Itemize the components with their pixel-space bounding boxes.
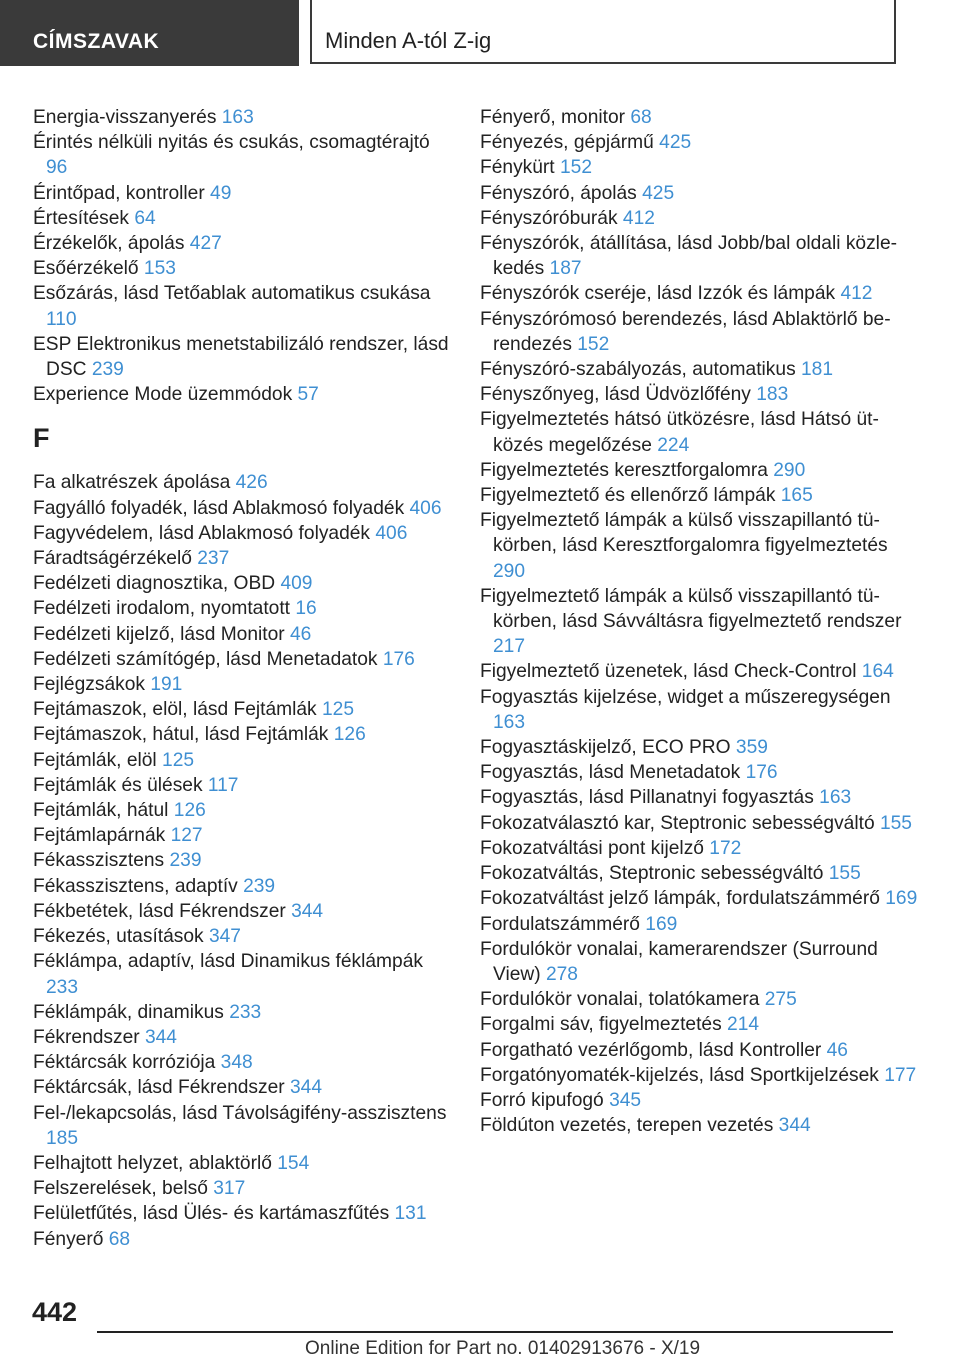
index-term: Fényszórók, átállítása, lásd Jobb/bal oldali közlekedés xyxy=(480,233,898,280)
page-link[interactable]: 110 xyxy=(46,308,77,330)
index-term: Fejtámaszok, hátul, lásd Fejtámlák xyxy=(33,724,334,746)
page-link[interactable]: 64 xyxy=(134,207,156,229)
footer-edition: Online Edition for Part no. 01402913676 - X/19 xyxy=(305,1338,701,1359)
page-link[interactable]: 348 xyxy=(220,1052,253,1074)
page-link[interactable]: 214 xyxy=(727,1014,760,1036)
index-entry xyxy=(480,659,920,684)
page-link[interactable]: 16 xyxy=(295,598,317,620)
index-column-left xyxy=(33,105,453,1252)
index-term: Forgatónyomaték-kijelzés, lásd Sportkijelzések xyxy=(480,1064,885,1086)
page-link[interactable]: 155 xyxy=(879,812,912,834)
index-entry xyxy=(480,281,920,306)
page-link[interactable]: 347 xyxy=(208,926,241,948)
page-link[interactable]: 125 xyxy=(162,749,195,771)
index-entry xyxy=(33,748,453,773)
index-entry xyxy=(480,987,920,1012)
page-link[interactable]: 177 xyxy=(884,1064,917,1086)
index-term: Esőérzékelő xyxy=(33,258,144,280)
page-link[interactable]: 409 xyxy=(280,573,313,595)
index-term: Fokozatváltási pont kijelző xyxy=(480,837,710,859)
index-term: Figyelmeztetés keresztforgalomra xyxy=(480,459,774,481)
index-entry xyxy=(480,937,920,987)
page-link[interactable]: 131 xyxy=(394,1203,427,1225)
page-link[interactable]: 275 xyxy=(764,989,797,1011)
page-link[interactable]: 239 xyxy=(169,850,202,872)
index-term: Felszerelések, belső xyxy=(33,1178,214,1200)
page-link[interactable]: 169 xyxy=(885,888,918,910)
index-term: Figyelmeztető üzenetek, lásd Check-Control xyxy=(480,661,862,683)
index-term: Forgalmi sáv, figyelmeztetés xyxy=(480,1014,728,1036)
index-term: Fékasszisztens xyxy=(33,850,170,872)
index-term: Experience Mode üzemmódok xyxy=(33,384,298,406)
index-entry xyxy=(33,546,453,571)
index-entry xyxy=(480,1088,920,1113)
index-entry xyxy=(480,130,920,155)
index-entry xyxy=(33,521,453,546)
index-entry xyxy=(480,231,920,281)
subsection-tab[interactable] xyxy=(310,0,896,64)
index-term: Fényszóró, ápolás xyxy=(480,182,643,204)
index-entry xyxy=(33,1075,453,1100)
index-entry xyxy=(33,1151,453,1176)
index-entry xyxy=(480,105,920,130)
index-entry xyxy=(480,382,920,407)
index-term: Figyelmeztető lámpák a külső visszapillantó tükörben, lásd Sávváltásra figyelmeztető rendszer xyxy=(480,585,902,633)
index-term: Energia-visszanyerés xyxy=(33,107,222,128)
index-entry xyxy=(33,697,453,722)
page-link[interactable]: 125 xyxy=(321,699,354,721)
index-term: Esőzárás, lásd Tetőablak automatikus csukása xyxy=(33,283,431,305)
index-entry xyxy=(33,899,453,924)
page-link[interactable]: 172 xyxy=(709,837,742,859)
index-entry xyxy=(33,596,453,621)
index-term: Figyelmeztető lámpák a külső visszapillantó tükörben, lásd Keresztforgalomra figyelmeztetés xyxy=(480,510,888,557)
index-entry xyxy=(33,722,453,747)
index-term: Fényerő, monitor xyxy=(480,107,631,128)
page-link[interactable]: 239 xyxy=(91,359,124,381)
index-entry xyxy=(480,206,920,231)
index-term: Fagyálló folyadék, lásd Ablakmosó folyadék xyxy=(33,497,410,519)
index-term: Felhajtott helyzet, ablaktörlő xyxy=(33,1152,278,1174)
page-link[interactable]: 46 xyxy=(826,1039,848,1061)
index-entry xyxy=(33,382,453,407)
index-entry xyxy=(480,155,920,180)
index-term: Fékbetétek, lásd Fékrendszer xyxy=(33,900,292,922)
page-link[interactable]: 233 xyxy=(46,976,79,998)
index-entry xyxy=(33,848,453,873)
index-term: Fejtámlapárnák xyxy=(33,825,171,847)
index-term: Fényszóró-szabályozás, automatikus xyxy=(480,359,801,381)
index-entry xyxy=(480,307,920,357)
index-entry xyxy=(480,1038,920,1063)
index-entry xyxy=(480,483,920,508)
page-link[interactable]: 163 xyxy=(493,711,526,733)
index-term: Fordulókör vonalai, kamerarendszer (Surround View) xyxy=(480,938,878,985)
index-entry xyxy=(480,685,920,735)
index-entry xyxy=(33,332,453,382)
page-link[interactable]: 165 xyxy=(780,485,813,507)
index-term: Fogyasztás, lásd Menetadatok xyxy=(480,762,746,784)
page-link[interactable]: 127 xyxy=(170,825,203,847)
index-entry xyxy=(480,1113,920,1138)
index-entry xyxy=(33,823,453,848)
index-entry xyxy=(480,458,920,483)
index-letter-heading: F xyxy=(33,423,50,454)
page-link[interactable]: 359 xyxy=(735,737,768,759)
page-link[interactable]: 345 xyxy=(609,1089,642,1111)
page-header xyxy=(0,0,960,66)
index-entry xyxy=(33,1050,453,1075)
index-entry xyxy=(33,1000,453,1025)
page-link[interactable]: 154 xyxy=(277,1152,310,1174)
index-entry xyxy=(480,508,920,584)
index-term: Forró kipufogó xyxy=(480,1089,610,1111)
index-term: Érzékelők, ápolás xyxy=(33,233,190,255)
index-term: Fedélzeti számítógép, lásd Menetadatok xyxy=(33,648,383,670)
index-term: Fel-/lekapcsolás, lásd Távolságifény-asszisztens xyxy=(33,1102,447,1124)
index-entry xyxy=(480,886,920,911)
page-link[interactable]: 185 xyxy=(46,1127,79,1149)
index-term: Fordulókör vonalai, tolatókamera xyxy=(480,989,765,1011)
index-entry xyxy=(33,1227,453,1252)
index-entry xyxy=(480,836,920,861)
page-link[interactable]: 191 xyxy=(150,674,183,696)
index-entry xyxy=(33,773,453,798)
index-term: Fejtámlák és ülések xyxy=(33,774,208,796)
page-link[interactable]: 412 xyxy=(622,207,655,229)
index-term: Fékezés, utasítások xyxy=(33,926,209,948)
index-group-e xyxy=(33,105,453,407)
index-term: Fedélzeti kijelző, lásd Monitor xyxy=(33,623,291,645)
index-entry xyxy=(33,924,453,949)
index-term: Fordulatszámmérő xyxy=(480,913,646,935)
page-link[interactable]: 406 xyxy=(409,497,442,519)
index-term: Féktárcsák, lásd Fékrendszer xyxy=(33,1077,290,1099)
index-term: Érintőpad, kontroller xyxy=(33,182,211,204)
index-entry xyxy=(33,181,453,206)
index-entry xyxy=(33,1176,453,1201)
index-term: Fényezés, gépjármű xyxy=(480,132,660,154)
page-link[interactable]: 233 xyxy=(229,1001,262,1023)
index-entry xyxy=(33,105,453,130)
index-entry xyxy=(480,811,920,836)
index-entry xyxy=(480,760,920,785)
page-link[interactable]: 49 xyxy=(210,182,232,204)
page-link[interactable]: 153 xyxy=(143,258,176,280)
page-link[interactable]: 344 xyxy=(290,1077,323,1099)
index-entry xyxy=(33,622,453,647)
index-group-f-continued xyxy=(480,105,920,1138)
page-link[interactable]: 46 xyxy=(290,623,312,645)
page-link[interactable]: 344 xyxy=(291,900,324,922)
index-entry xyxy=(33,1201,453,1226)
page-link[interactable]: 68 xyxy=(108,1228,131,1250)
page-link[interactable]: 176 xyxy=(745,762,778,784)
page-link[interactable]: 187 xyxy=(549,258,582,280)
index-entry xyxy=(33,256,453,281)
index-term: Forgatható vezérlőgomb, lásd Kontroller xyxy=(480,1039,827,1061)
page-link[interactable]: 126 xyxy=(173,800,206,822)
index-term: Fékasszisztens, adaptív xyxy=(33,875,244,897)
page-link[interactable]: 425 xyxy=(642,182,675,204)
page-link[interactable]: 126 xyxy=(333,724,366,746)
index-term: Fagyvédelem, lásd Ablakmosó folyadék xyxy=(33,522,376,544)
index-term: Fényerő xyxy=(33,1228,109,1250)
index-entry xyxy=(480,407,920,457)
index-term: Fejtámaszok, elöl, lásd Fejtámlák xyxy=(33,699,322,721)
index-term: Fényszórómosó berendezés, lásd Ablaktörlő berendezés xyxy=(480,308,891,355)
index-term: Fokozatváltás, Steptronic sebességváltó xyxy=(480,863,829,885)
index-entry xyxy=(33,949,453,999)
index-entry xyxy=(480,1012,920,1037)
index-group-f xyxy=(33,470,453,1251)
page-link[interactable]: 181 xyxy=(801,359,834,381)
index-entry xyxy=(480,735,920,760)
index-term: Földúton vezetés, terepen vezetés xyxy=(480,1115,779,1137)
index-entry xyxy=(480,861,920,886)
index-term: Figyelmeztetés hátsó ütközésre, lásd Hátsó ütközés megelőzése xyxy=(480,409,879,456)
index-term: Fényszóróburák xyxy=(480,207,623,229)
page-link[interactable]: 117 xyxy=(207,774,239,796)
index-entry xyxy=(33,470,453,495)
page-link[interactable]: 96 xyxy=(46,157,68,179)
page-link[interactable]: 406 xyxy=(375,522,408,544)
index-entry xyxy=(33,571,453,596)
index-term: Figyelmeztető és ellenőrző lámpák xyxy=(480,485,781,507)
index-term: Fejlégzsákok xyxy=(33,674,151,696)
index-entry xyxy=(480,181,920,206)
index-entry xyxy=(480,1063,920,1088)
index-term: Felületfűtés, lásd Ülés- és kartámaszfűtés xyxy=(33,1203,395,1225)
index-term: Féktárcsák korróziója xyxy=(33,1052,221,1074)
page-link[interactable]: 163 xyxy=(221,107,254,128)
index-entry xyxy=(480,584,920,660)
page-link[interactable]: 224 xyxy=(657,434,690,456)
page-link[interactable]: 152 xyxy=(559,157,592,179)
page-link[interactable]: 426 xyxy=(235,472,268,494)
page-link[interactable]: 344 xyxy=(144,1026,177,1048)
index-term: Fényszőnyeg, lásd Üdvözlőfény xyxy=(480,384,757,406)
index-term: Fejtámlák, elöl xyxy=(33,749,163,771)
page-link[interactable]: 183 xyxy=(756,384,789,406)
page-link[interactable]: 169 xyxy=(645,913,678,935)
index-entry xyxy=(33,231,453,256)
subsection-title: Minden A-tól Z-ig xyxy=(325,28,492,53)
index-term: Fénykürt xyxy=(480,157,560,179)
section-title: CÍMSZAVAK xyxy=(33,30,160,53)
index-term: Fedélzeti irodalom, nyomtatott xyxy=(33,598,296,620)
index-term: Féklámpák, dinamikus xyxy=(33,1001,230,1023)
section-tab[interactable] xyxy=(0,0,299,66)
index-column-right xyxy=(480,105,920,1138)
index-term: Fáradtságérzékelő xyxy=(33,548,198,570)
index-entry xyxy=(33,206,453,231)
index-entry xyxy=(33,798,453,823)
index-entry xyxy=(33,281,453,331)
page-link[interactable]: 217 xyxy=(493,636,526,658)
page-link[interactable]: 155 xyxy=(828,863,861,885)
index-term: Érintés nélküli nyitás és csukás, csomagtérajtó xyxy=(33,132,430,154)
page-link[interactable]: 278 xyxy=(545,963,578,985)
index-term: Fékrendszer xyxy=(33,1026,145,1048)
index-term: Fogyasztás kijelzése, widget a műszeregységen xyxy=(480,686,891,708)
index-entry xyxy=(33,1101,453,1151)
page-link[interactable]: 317 xyxy=(213,1178,246,1200)
index-entry xyxy=(33,496,453,521)
footer-divider xyxy=(97,1331,893,1333)
page-link[interactable]: 68 xyxy=(630,107,652,128)
page-link[interactable]: 176 xyxy=(382,648,415,670)
index-term: Féklámpa, adaptív, lásd Dinamikus féklámpák xyxy=(33,951,423,973)
index-term: Fedélzeti diagnosztika, OBD xyxy=(33,573,281,595)
page-link[interactable]: 290 xyxy=(493,560,526,582)
page-link[interactable]: 163 xyxy=(819,787,852,809)
page-link[interactable]: 412 xyxy=(840,283,873,305)
page-link[interactable]: 427 xyxy=(189,233,222,255)
index-entry xyxy=(33,1025,453,1050)
index-entry xyxy=(33,874,453,899)
page-link[interactable]: 57 xyxy=(297,384,319,406)
page-link[interactable]: 239 xyxy=(243,875,276,897)
page-number: 442 xyxy=(32,1297,78,1327)
page-link[interactable]: 164 xyxy=(861,661,894,683)
page-link[interactable]: 152 xyxy=(577,333,610,355)
index-entry xyxy=(33,647,453,672)
index-term: Fejtámlák, hátul xyxy=(33,800,174,822)
index-entry xyxy=(480,785,920,810)
index-term: Fogyasztás, lásd Pillanatnyi fogyasztás xyxy=(480,787,820,809)
index-term: Fokozatváltást jelző lámpák, fordulatszámmérő xyxy=(480,888,886,910)
page-link[interactable]: 425 xyxy=(659,132,692,154)
index-term: Fogyasztáskijelző, ECO PRO xyxy=(480,737,736,759)
index-term: Fokozatválasztó kar, Steptronic sebességváltó xyxy=(480,812,880,834)
index-entry xyxy=(33,130,453,180)
index-term: ESP Elektronikus menetstabilizáló rendszer, lásd DSC xyxy=(33,333,449,381)
index-entry xyxy=(480,357,920,382)
index-entry xyxy=(33,672,453,697)
index-term: Értesítések xyxy=(33,207,135,229)
index-term: Fényszórók cseréje, lásd Izzók és lámpák xyxy=(480,283,841,305)
page-link[interactable]: 344 xyxy=(778,1115,811,1137)
page-link[interactable]: 290 xyxy=(773,459,806,481)
index-entry xyxy=(480,912,920,937)
index-term: Fa alkatrészek ápolása xyxy=(33,472,236,494)
page-link[interactable]: 237 xyxy=(197,548,230,570)
